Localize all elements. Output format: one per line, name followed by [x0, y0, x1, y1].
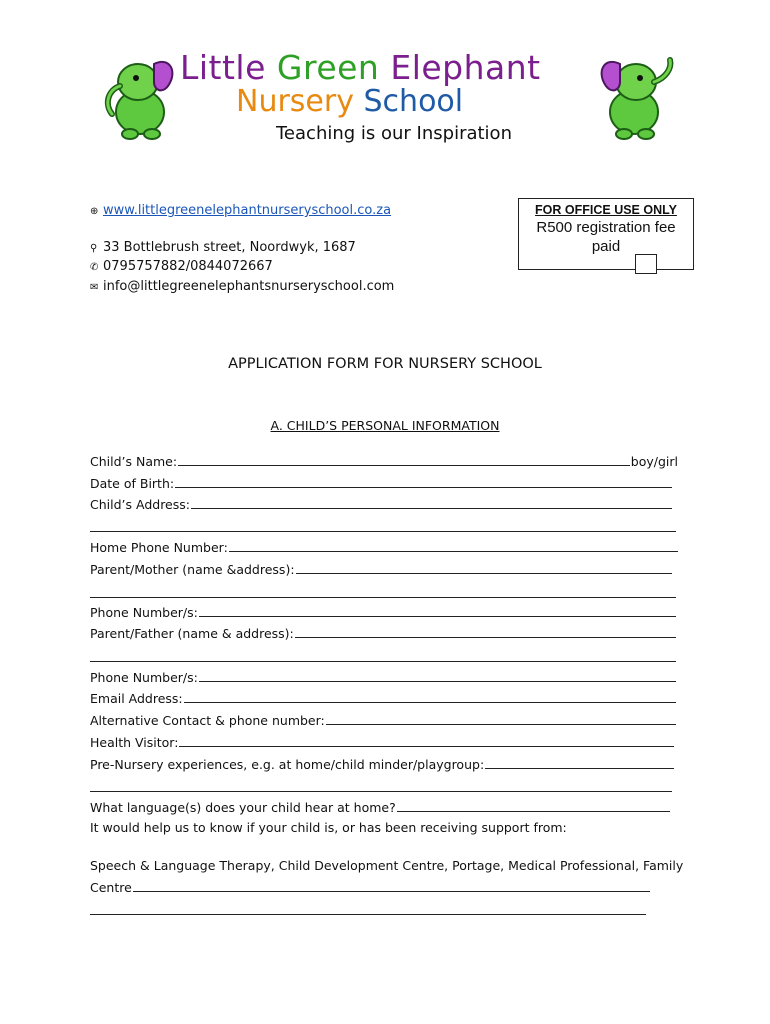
email-line[interactable] [184, 702, 676, 703]
address-text: 33 Bottlebrush street, Noordwyk, 1687 [103, 240, 356, 255]
fee-paid-checkbox[interactable] [635, 254, 657, 274]
office-use-title: FOR OFFICE USE ONLY [535, 203, 677, 217]
alt-contact-label: Alternative Contact & phone number: [90, 713, 325, 728]
father-phone-label: Phone Number/s: [90, 670, 198, 685]
health-visitor-field[interactable] [90, 732, 674, 750]
dob-label: Date of Birth: [90, 476, 175, 491]
registration-fee-line1: R500 registration fee [536, 219, 676, 236]
title-word-nursery: Nursery [236, 84, 354, 119]
pre-nursery-field[interactable] [90, 754, 674, 772]
contact-website [90, 203, 391, 218]
tagline: Teaching is our Inspiration [276, 123, 512, 144]
elephant-logo-left [98, 52, 182, 142]
support-line2-label: Centre [90, 880, 132, 895]
globe-icon: ⊕ [90, 206, 99, 217]
mother-line-2[interactable] [90, 597, 676, 598]
address-field[interactable] [90, 494, 672, 512]
home-phone-field[interactable] [90, 537, 678, 555]
language-line[interactable] [397, 811, 670, 812]
health-visitor-label: Health Visitor: [90, 735, 179, 750]
support-options-line1: Speech & Language Therapy, Child Development Centre, Portage, Medical Professional, Family [90, 858, 684, 873]
dob-line[interactable] [175, 487, 672, 488]
email-field[interactable] [90, 688, 676, 706]
form-title: APPLICATION FORM FOR NURSERY SCHOOL [228, 356, 542, 372]
language-label: What language(s) does your child hear at home? [90, 800, 396, 815]
school-name-line2 [236, 84, 463, 119]
envelope-icon: ✉ [90, 282, 99, 293]
father-field[interactable] [90, 623, 676, 641]
gender-option: boy/girl [630, 454, 678, 469]
father-line-2[interactable] [90, 661, 676, 662]
father-label: Parent/Father (name & address): [90, 626, 294, 641]
mother-line[interactable] [296, 573, 672, 574]
home-phone-label: Home Phone Number: [90, 540, 228, 555]
email-text: info@littlegreenelephantsnurseryschool.com [103, 279, 395, 294]
language-field[interactable] [90, 797, 670, 815]
title-word-elephant: Elephant [390, 48, 541, 87]
pre-nursery-label: Pre-Nursery experiences, e.g. at home/child minder/playgroup: [90, 757, 485, 772]
mother-field[interactable] [90, 559, 672, 577]
section-a-title: A. CHILD’S PERSONAL INFORMATION [270, 418, 500, 433]
contact-phone [90, 259, 273, 274]
childs-name-line[interactable] [178, 465, 630, 466]
support-intro: It would help us to know if your child is, or has been receiving support from: [90, 820, 567, 835]
support-line[interactable] [133, 891, 650, 892]
phone-text: 0795757882/0844072667 [103, 259, 273, 274]
address-line[interactable] [191, 508, 672, 509]
pre-nursery-line[interactable] [485, 768, 674, 769]
registration-fee-line2: paid [591, 238, 621, 255]
address-label: Child’s Address: [90, 497, 190, 512]
website-link[interactable]: www.littlegreenelephantnurseryschool.co.za [103, 203, 392, 218]
father-line[interactable] [295, 637, 676, 638]
address-line-2[interactable] [90, 531, 676, 532]
title-word-little: Little [180, 48, 266, 87]
childs-name-label: Child’s Name: [90, 454, 178, 469]
support-field[interactable] [90, 877, 650, 895]
title-word-green: Green [276, 48, 380, 87]
elephant-logo-right [592, 52, 676, 142]
father-phone-field[interactable] [90, 667, 676, 685]
email-label: Email Address: [90, 691, 183, 706]
alt-contact-line[interactable] [326, 724, 676, 725]
health-visitor-line[interactable] [179, 746, 674, 747]
mother-label: Parent/Mother (name &address): [90, 562, 295, 577]
alt-contact-field[interactable] [90, 710, 676, 728]
dob-field[interactable] [90, 473, 672, 491]
school-name-line1 [180, 48, 541, 87]
father-phone-line[interactable] [199, 681, 676, 682]
contact-email [90, 279, 394, 294]
pre-nursery-line-2[interactable] [90, 791, 672, 792]
childs-name-field[interactable] [90, 451, 678, 469]
location-pin-icon: ⚲ [90, 243, 98, 254]
mother-phone-label: Phone Number/s: [90, 605, 198, 620]
mother-phone-field[interactable] [90, 602, 676, 620]
title-word-school: School [363, 84, 464, 119]
support-line-2[interactable] [90, 914, 646, 915]
contact-address [90, 240, 356, 255]
mother-phone-line[interactable] [199, 616, 676, 617]
phone-icon: ✆ [90, 262, 99, 273]
home-phone-line[interactable] [229, 551, 678, 552]
office-use-box [518, 198, 694, 270]
